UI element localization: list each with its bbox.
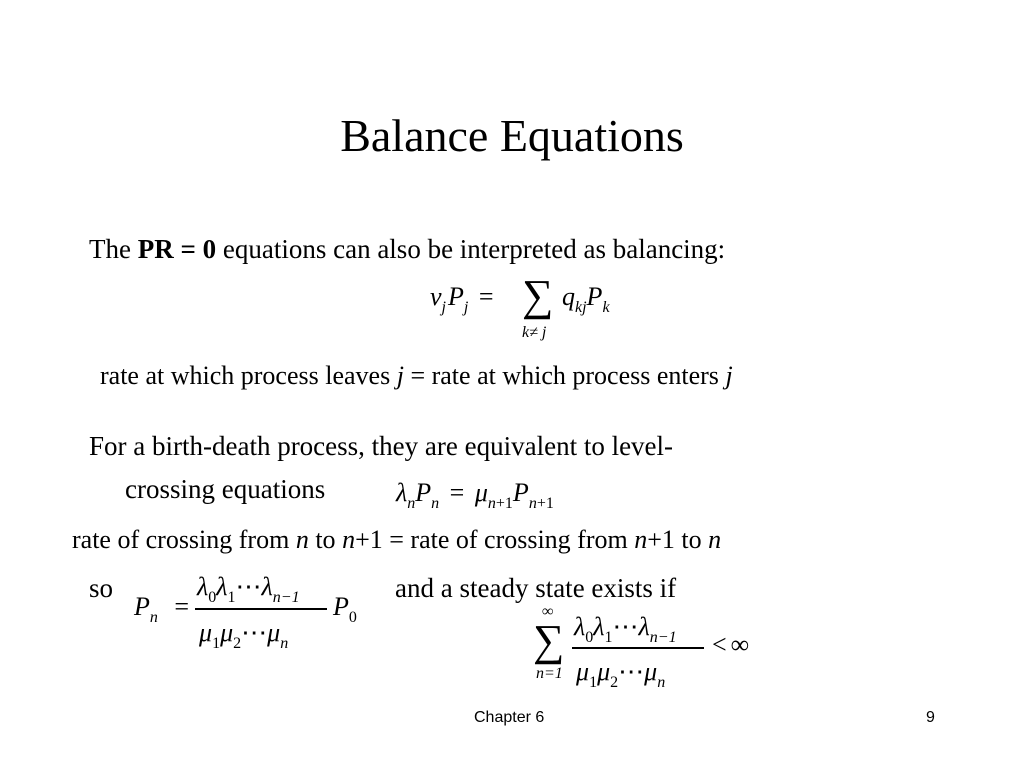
eq3-lhs [134,592,189,626]
eq3-den-m1: μ [220,618,234,647]
rate-right: rate at which process enters [431,361,726,390]
eq3-num-s1: 1 [227,589,236,606]
eq4-rhs [712,630,749,660]
eq1-P-sub: j [463,299,469,316]
footer-page-number: 9 [926,709,935,726]
eq4-numerator [574,612,677,646]
eq3-den-m2: μ [267,618,281,647]
eq1-Pk: P [586,282,603,311]
eq4-sum-bottom: n=1 [536,665,563,682]
eq3-numerator [197,572,300,606]
eq3-P0 [333,592,357,626]
eq3-num-l2: λ [261,572,273,601]
so-label: so [89,573,114,603]
eq4-num-s0: 0 [585,629,594,646]
cross-n2: n [342,525,356,554]
eq2-mu-sub: n+1 [487,495,513,512]
rate-left: rate at which process leaves [100,361,397,390]
cross-a: rate of crossing from [72,525,296,554]
birth-death-line1: For a birth-death process, they are equivalent to level- [89,431,674,461]
eq1-q-sub: kj [575,299,587,316]
crossing-line [72,524,721,556]
eq1-rhs [562,282,610,316]
eq4-den-m1: μ [597,657,611,686]
eq4-sum-top: ∞ [542,603,554,620]
eq4-less-than: < [712,630,727,659]
eq3-den-s1: 2 [233,635,242,652]
eq4-infinity: ∞ [730,630,750,659]
rate-eq: = [403,361,432,390]
eq2-lambda: λ [396,478,408,507]
intro-bold: PR = 0 [137,234,217,264]
eq4-den-m0: μ [576,657,590,686]
steady-state-text: and a steady state exists if [395,573,677,603]
eq4-den-s1: 2 [610,674,619,691]
eq2-P-sub: n [431,495,440,512]
intro-prefix: The [89,234,138,264]
eq2-equals: = [449,478,465,507]
slide-title: Balance Equations [340,110,684,161]
eq4-denominator [576,657,665,691]
balance-equation [430,282,498,316]
eq3-num-l1: λ [216,572,228,601]
eq1-v: v [430,282,442,311]
eq1-sum-sign: ∑ [522,271,554,320]
eq3-den-m0: μ [199,618,213,647]
cross-c: +1 [355,525,383,554]
cross-n1: n [295,525,309,554]
eq1-Pk-sub: k [602,299,610,316]
eq1-v-sub: j [441,299,446,316]
cross-eq: = [382,525,411,554]
eq1-P: P [448,282,464,311]
rate-line [100,360,733,392]
eq3-num-s0: 0 [208,589,217,606]
cross-n4: n [708,525,722,554]
eq1-sum-below: k≠ j [522,324,547,341]
eq3-num-dots: ⋯ [235,572,262,601]
eq4-num-l2: λ [638,612,650,641]
rate-j1: j [396,361,404,390]
eq2-mu: μ [474,478,488,507]
eq4-num-dots: ⋯ [612,612,639,641]
eq4-den-dots: ⋯ [618,657,645,686]
cross-d: rate of crossing from [410,525,635,554]
eq3-num-s2: n−1 [272,589,300,606]
eq4-fraction-bar [572,647,704,649]
eq4-num-s1: 1 [604,629,613,646]
level-crossing-equation [396,478,554,512]
intro-line [89,232,725,266]
eq2-P: P [415,478,432,507]
eq4-den-s2: n [657,674,666,691]
cross-n3: n [634,525,648,554]
eq3-num-l0: λ [197,572,209,601]
eq3-den-s0: 1 [212,635,221,652]
cross-e: +1 [647,525,675,554]
eq4-den-m2: μ [644,657,658,686]
eq3-denominator [199,618,288,652]
eq2-P2-sub: n+1 [528,495,554,512]
eq3-fraction-bar [195,608,327,610]
eq4-den-s0: 1 [589,674,598,691]
cross-f: to [674,525,709,554]
rate-j2: j [725,361,733,390]
eq3-Pn: P [134,592,150,621]
eq1-equals: = [478,282,494,311]
eq3-Pn-sub: n [149,609,158,626]
intro-suffix: equations can also be interpreted as balancing: [216,234,726,264]
birth-death-line2: crossing equations [125,474,326,504]
eq2-lambda-sub: n [407,495,416,512]
eq1-q: q [562,282,575,311]
eq3-den-s2: n [280,635,289,652]
cross-b: to [308,525,343,554]
eq4-sum-sign: ∑ [533,616,565,665]
footer-chapter: Chapter 6 [474,709,545,726]
eq3-den-dots: ⋯ [241,618,268,647]
eq4-num-l0: λ [574,612,586,641]
eq4-num-s2: n−1 [649,629,677,646]
eq4-num-l1: λ [593,612,605,641]
eq3-P0-sub: 0 [348,609,357,626]
eq3-P0-P: P [333,592,349,621]
eq3-equals: = [174,592,190,621]
eq2-P2: P [512,478,529,507]
